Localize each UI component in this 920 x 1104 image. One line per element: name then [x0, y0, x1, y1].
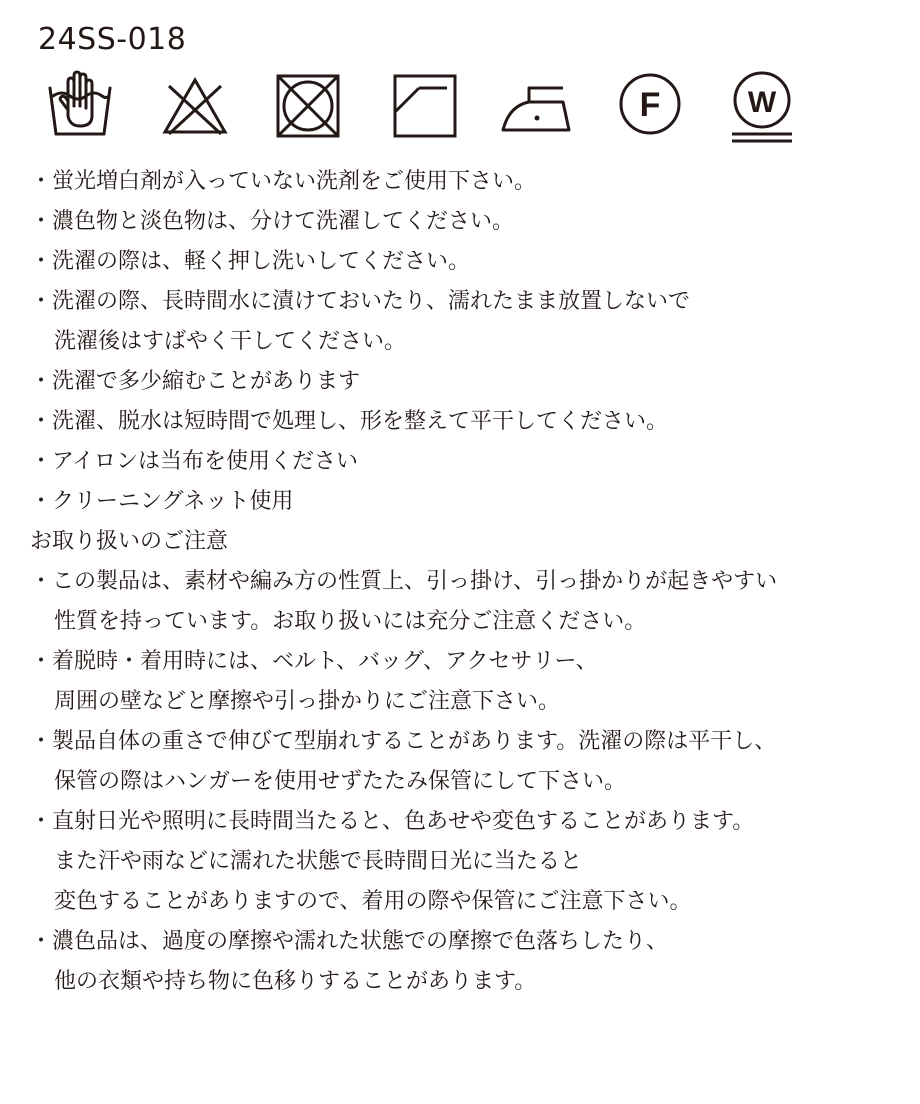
wet-clean-letter: W [747, 86, 777, 119]
care-symbols [0, 66, 920, 146]
dry-clean-letter: F [639, 86, 661, 124]
handling-line-continued: 性質を持っています。お取り扱いには充分ご注意ください。 [54, 609, 647, 634]
handling-line: ・着脱時・着用時には、ベルト、バッグ、アクセサリー、 [30, 649, 598, 674]
no-bleach-icon [155, 66, 235, 146]
handling-line: ・直射日光や照明に長時間当たると、色あせや変色することがあります。 [30, 809, 755, 834]
product-code: 24SS-018 [38, 22, 187, 57]
handling-line-continued: 周囲の壁などと摩擦や引っ掛かりにご注意下さい。 [54, 689, 561, 714]
care-line: ・蛍光増白剤が入っていない洗剤をご使用下さい。 [30, 169, 537, 194]
care-line: ・クリーニングネット使用 [30, 489, 294, 514]
care-line: ・洗濯で多少縮むことがあります [30, 369, 361, 394]
line-dry-shade-icon [385, 66, 465, 146]
handling-line: ・濃色品は、過度の摩擦や濡れた状態での摩擦で色落ちしたり、 [30, 929, 669, 954]
care-line: ・洗濯の際、長時間水に漬けておいたり、濡れたまま放置しないで [30, 289, 691, 314]
handling-line: ・製品自体の重さで伸びて型崩れすることがあります。洗濯の際は平干し、 [30, 729, 777, 754]
care-line: ・洗濯、脱水は短時間で処理し、形を整えて平干してください。 [30, 409, 669, 434]
handling-line-continued: 他の衣類や持ち物に色移りすることがあります。 [54, 969, 537, 994]
wet-clean-w-icon [722, 66, 802, 146]
care-line: ・洗濯の際は、軽く押し洗いしてください。 [30, 249, 471, 274]
handling-line-continued: 変色することがありますので、着用の際や保管にご注意下さい。 [54, 889, 692, 914]
care-line: ・アイロンは当布を使用ください [30, 449, 359, 474]
handling-line-continued: また汗や雨などに濡れた状態で長時間日光に当たると [54, 849, 583, 874]
care-instructions [30, 162, 910, 1002]
care-line: ・濃色物と淡色物は、分けて洗濯してください。 [30, 209, 515, 234]
dry-clean-f-icon [612, 66, 692, 146]
care-line-continued: 洗濯後はすばやく干してください。 [54, 329, 407, 354]
handling-line: ・この製品は、素材や編み方の性質上、引っ掛け、引っ掛かりが起きやすい [30, 569, 778, 594]
handling-heading: お取り扱いのご注意 [30, 529, 229, 554]
iron-low-icon [497, 66, 577, 146]
handling-line-continued: 保管の際はハンガーを使用せずたたみ保管にして下さい。 [54, 769, 627, 794]
no-tumble-dry-icon [268, 66, 348, 146]
hand-wash-icon [40, 66, 120, 146]
